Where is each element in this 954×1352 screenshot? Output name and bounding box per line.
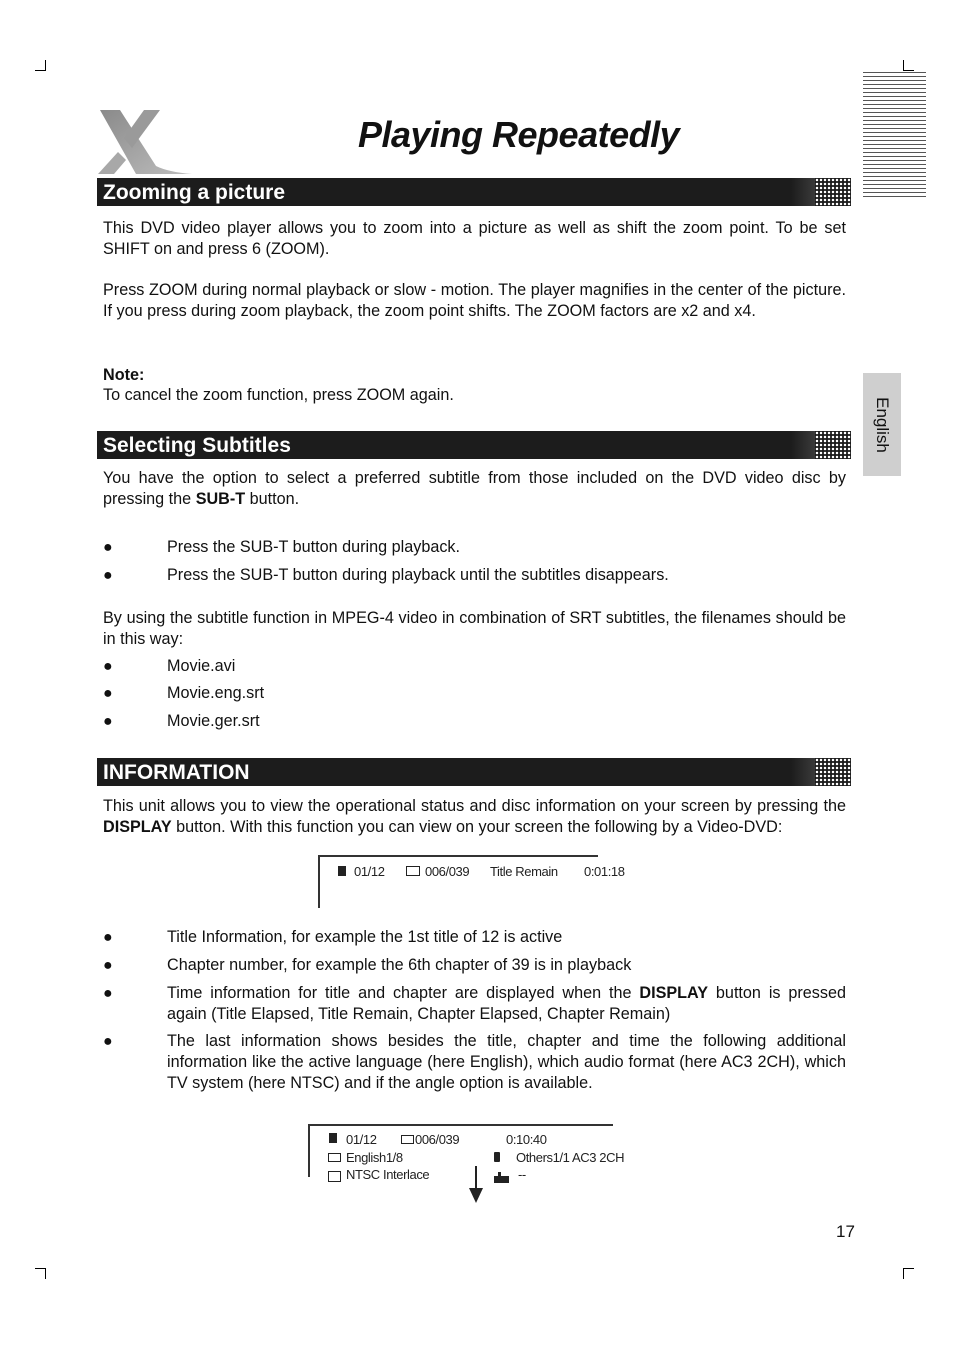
crop-mark-top-right: [903, 60, 914, 71]
osd2-title-value: 01/12: [346, 1132, 377, 1147]
section-heading-information-text: INFORMATION: [103, 761, 250, 784]
osd-chapter-value: 006/039: [425, 864, 470, 879]
osd-border-top: [318, 855, 598, 857]
display-keyword: DISPLAY: [103, 818, 172, 836]
bullet-3-text: Time information for title and chapter are displayed when the: [167, 984, 640, 1002]
heading-dots-decoration: [815, 431, 851, 459]
heading-fade: [775, 431, 815, 459]
information-bullet-4: The last information shows besides the title, chapter and time the following additional information like the active language (here English), which audio format (here AC3 2CH), which TV system (here NTSC) and if the angle option is available.: [167, 1032, 846, 1092]
bullet-3-end: button is pressed again (Title Elapsed, Title Remain, Chapter Elapsed, Chapter Remain): [167, 984, 846, 1023]
osd-display-example-2: [308, 1124, 648, 1204]
osd2-tv-value: NTSC Interlace: [346, 1167, 430, 1182]
crop-mark-bottom-left: [35, 1268, 46, 1279]
zoom-paragraph-1: This DVD video player allows you to zoom into a picture as well as shift the zoom point. To be set SHIFT on and press 6 (ZOOM).: [103, 219, 846, 258]
osd2-audio-value: Others1/1 AC3 2CH: [516, 1150, 625, 1165]
zoom-note-label: Note:: [103, 366, 145, 384]
chapter-icon: [406, 866, 420, 876]
osd-title-value: 01/12: [354, 864, 385, 879]
osd2-angle-value: --: [518, 1167, 526, 1182]
osd2-chapter-value: 006/039: [415, 1132, 460, 1147]
language-tab-label: English: [873, 396, 892, 453]
filename-item-2: Movie.eng.srt: [167, 684, 265, 702]
zoom-note-text: To cancel the zoom function, press ZOOM again.: [103, 386, 454, 404]
bullet-symbol: ●: [103, 1033, 113, 1050]
subtitles-intro-end: button.: [245, 490, 300, 508]
section-heading-information: [97, 758, 851, 786]
information-bullet-1: Title Information, for example the 1st title of 12 is active: [167, 928, 563, 946]
zoom-paragraph-2: Press ZOOM during normal playback or slow - motion. The player magnifies in the center of the picture. If you press during zoom playback, the zoom point shifts. The ZOOM factors are x2 and x4.: [103, 281, 846, 320]
bullet-symbol: ●: [103, 929, 113, 946]
osd-display-example-1: [318, 855, 625, 909]
information-intro-end: button. With this function you can view on your screen the following by a Video-DVD:: [171, 818, 783, 836]
arrow-down-icon: [468, 1166, 484, 1204]
section-heading-subtitles: [97, 431, 851, 459]
tv-icon: [328, 1171, 341, 1182]
bullet-symbol: ●: [103, 658, 113, 675]
subtitles-bullet-2: Press the SUB-T button during playback until the subtitles disappears.: [167, 566, 669, 584]
chapter-icon: [401, 1135, 414, 1144]
bullet-symbol: ●: [103, 985, 113, 1002]
osd-border-left: [308, 1124, 310, 1177]
osd2-subtitle-value: English1/8: [346, 1150, 403, 1165]
filename-item-3: Movie.ger.srt: [167, 712, 260, 730]
section-heading-zoom-text: Zooming a picture: [103, 181, 286, 204]
bullet-symbol: ●: [103, 957, 113, 974]
subtitles-intro: [103, 468, 846, 510]
heading-dots-decoration: [815, 178, 851, 206]
subtitles-intro-text: You have the option to select a preferred subtitle from those included on the DVD video disc by pressing the: [103, 469, 846, 508]
osd2-time-value: 0:10:40: [506, 1132, 547, 1147]
bullet-symbol: ●: [103, 713, 113, 730]
osd-border-top: [308, 1124, 613, 1126]
section-heading-zoom: [97, 178, 851, 206]
bullet-symbol: ●: [103, 685, 113, 702]
filename-item-1: Movie.avi: [167, 657, 236, 675]
information-bullet-2: Chapter number, for example the 6th chapter of 39 is in playback: [167, 956, 632, 974]
information-intro: [103, 796, 846, 838]
osd-border-left: [318, 855, 320, 908]
subtitle-icon: [328, 1153, 341, 1162]
crop-mark-top-left: [35, 60, 46, 71]
title-icon: [329, 1133, 337, 1143]
information-bullet-3: [167, 983, 846, 1025]
crop-mark-bottom-right: [903, 1268, 914, 1279]
subtitles-bullet-1: Press the SUB-T button during playback.: [167, 538, 461, 556]
angle-camera-icon: [493, 1170, 511, 1184]
sub-t-keyword: SUB-T: [195, 490, 246, 508]
page-number: 17: [836, 1222, 855, 1241]
heading-fade: [775, 758, 815, 786]
osd-time-value: 0:01:18: [584, 864, 625, 879]
heading-dots-decoration: [815, 758, 851, 786]
information-intro-text: This unit allows you to view the operational status and disc information on your screen by pressing the: [103, 797, 846, 815]
section-heading-subtitles-text: Selecting Subtitles: [103, 434, 291, 457]
audio-icon: [494, 1152, 500, 1162]
osd-time-mode: Title Remain: [490, 864, 558, 879]
brand-x-logo: [96, 108, 194, 176]
side-stripes-decoration: [863, 72, 926, 198]
bullet-symbol: ●: [103, 539, 113, 556]
bullet-symbol: ●: [103, 567, 113, 584]
title-icon: [338, 866, 346, 876]
language-tab: [863, 373, 901, 476]
display-keyword: DISPLAY: [639, 984, 709, 1002]
page-title: Playing Repeatedly: [358, 114, 680, 155]
mpeg4-srt-paragraph: By using the subtitle function in MPEG-4 video in combination of SRT subtitles, the filenames should be in this way:: [103, 609, 846, 648]
heading-fade: [775, 178, 815, 206]
